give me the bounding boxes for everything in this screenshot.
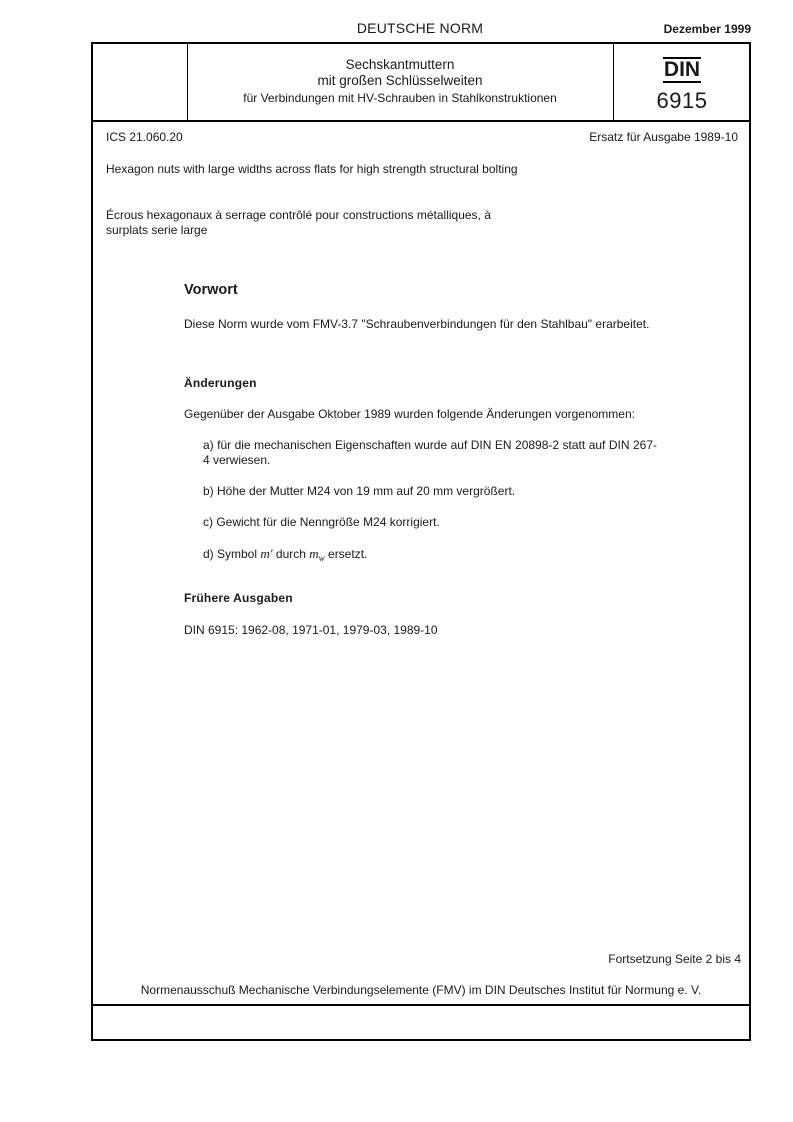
footer-divider [93, 1004, 749, 1006]
fruehere-text: DIN 6915: 1962-08, 1971-01, 1979-03, 1989-10 [184, 623, 438, 637]
ics-code: ICS 21.060.20 [106, 130, 183, 144]
title-line-1: Sechskantmuttern [345, 57, 455, 72]
header-divider-left [187, 44, 188, 120]
title-line-3: für Verbindungen mit HV-Schrauben in Stahlkonstruktionen [243, 91, 557, 105]
din-designation [613, 57, 751, 114]
symbol-old: m' [260, 546, 273, 561]
aenderungen-intro: Gegenüber der Ausgabe Oktober 1989 wurden folgende Änderungen vorgenommen: [184, 407, 635, 421]
vorwort-heading: Vorwort [184, 282, 238, 298]
item-d-prefix: d) Symbol [203, 547, 258, 561]
english-title: Hexagon nuts with large widths across flats for high strength structural bolting [106, 162, 518, 176]
issue-date: Dezember 1999 [663, 22, 751, 36]
change-item-d [203, 546, 657, 566]
change-item-b: b) Höhe der Mutter M24 von 19 mm auf 20 mm vergrößert. [203, 484, 516, 498]
change-item-c: c) Gewicht für die Nenngröße M24 korrigiert. [203, 515, 440, 529]
item-d-suffix: ersetzt. [328, 547, 368, 561]
title-header [93, 44, 749, 122]
change-item-a: a) für die mechanischen Eigenschaften wurde auf DIN EN 20898-2 statt auf DIN 267-4 verwiesen. [203, 438, 657, 467]
din-logo: DIN [663, 58, 701, 81]
french-title: Écrous hexagonaux à serrage contrôlé pour constructions métalliques, à surplats serie large [106, 208, 491, 237]
din-number: 6915 [656, 88, 708, 113]
document-type-label: DEUTSCHE NORM [356, 20, 484, 36]
vorwort-text: Diese Norm wurde vom FMV-3.7 "Schraubenverbindungen für den Stahlbau" erarbeitet. [184, 317, 650, 331]
continuation-note: Fortsetzung Seite 2 bis 4 [608, 952, 741, 966]
symbol-new-subscript: w [318, 553, 325, 563]
document-title [189, 57, 611, 106]
document-frame [91, 42, 751, 1041]
committee-line: Normenausschuß Mechanische Verbindungselemente (FMV) im DIN Deutsches Institut für Normung e. V. [140, 983, 702, 997]
item-d-mid: durch [275, 547, 306, 561]
fruehere-heading: Frühere Ausgaben [184, 591, 293, 605]
symbol-new-base: m [309, 546, 319, 561]
aenderungen-heading: Änderungen [184, 376, 257, 390]
title-line-2: mit großen Schlüsselweiten [317, 73, 483, 88]
replaces-edition: Ersatz für Ausgabe 1989-10 [589, 130, 738, 144]
symbol-new [309, 546, 324, 561]
